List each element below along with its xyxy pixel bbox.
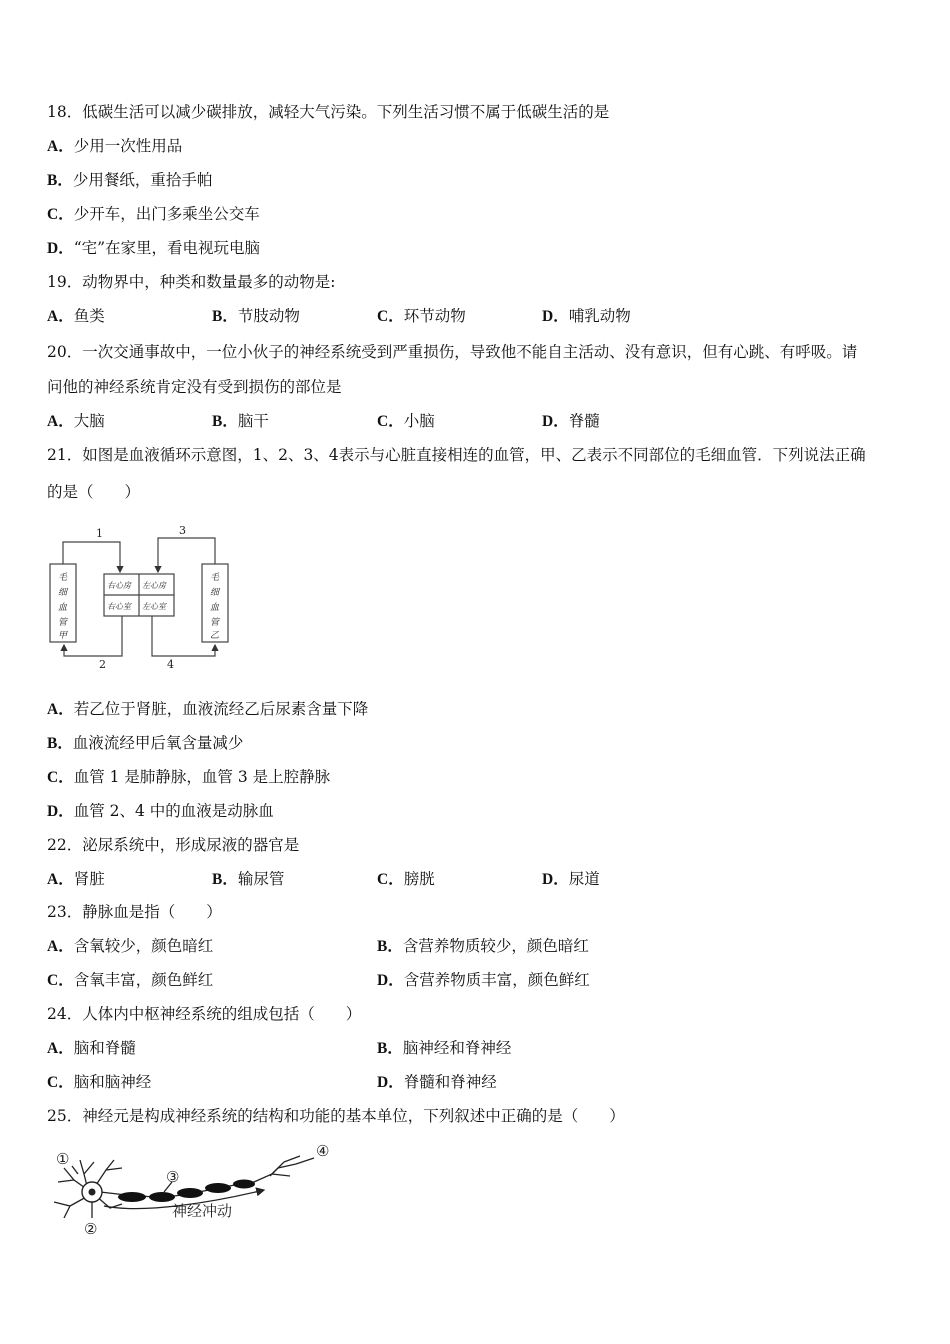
q21-stem-line2: 的是（ ） [47,483,141,501]
q20-option-b: B．脑干 [212,412,269,430]
q21-stem-line1: 21．如图是血液循环示意图，1、2、3、4表示与心脏直接相连的血管，甲、乙表示不同部位的毛细血管．下列说法正确 [47,446,866,464]
neuron-marker-4: ④ [316,1142,330,1160]
q18-option-b: B．少用餐纸，重拾手帕 [47,171,213,189]
vessel-label-1: 1 [96,527,103,540]
q20-option-a: A．大脑 [47,412,105,430]
neuron-marker-1: ① [56,1150,70,1168]
heart-left-atrium: 左心房 [142,581,166,590]
q23-option-c: C．含氧丰富，颜色鲜红 [47,971,214,989]
vessel-label-2: 2 [99,658,106,670]
q25-stem: 25．神经元是构成神经系统的结构和功能的基本单位，下列叙述中正确的是（ ） [47,1107,625,1125]
q24-option-b: B．脑神经和脊神经 [377,1039,512,1057]
vessel-label-3: 3 [179,524,186,537]
right-capillary-char: 乙 [210,631,220,641]
q20-stem-line1: 20．一次交通事故中，一位小伙子的神经系统受到严重损伤，导致他不能自主活动、没有意识，但有心跳、有呼吸。请 [47,343,858,361]
neuron-marker-3: ③ [166,1168,180,1186]
right-capillary-char: 管 [210,618,220,628]
left-capillary-char: 毛 [58,573,68,583]
heart-right-atrium: 右心房 [107,581,131,590]
q23-stem: 23．静脉血是指（ ） [47,903,222,921]
neuron-marker-2: ② [84,1220,98,1236]
q20-option-d: D．脊髓 [542,412,600,430]
q24-option-c: C．脑和脑神经 [47,1073,152,1091]
q19-option-d: D．哺乳动物 [542,307,631,325]
left-capillary-char: 管 [58,618,68,628]
q19-stem: 19．动物界中，种类和数量最多的动物是: [47,273,336,291]
right-capillary-char: 血 [210,603,220,613]
q24-stem: 24．人体内中枢神经系统的组成包括（ ） [47,1005,362,1023]
q18-option-c: C．少开车，出门多乘坐公交车 [47,205,260,223]
q22-option-d: D．尿道 [542,870,600,888]
q20-option-c: C．小脑 [377,412,435,430]
right-capillary-char: 毛 [210,573,220,583]
vessel-label-4: 4 [167,658,174,670]
q21-option-d: D．血管 2、4 中的血液是动脉血 [47,802,274,820]
blood-circulation-diagram [44,524,240,670]
left-capillary-char: 血 [58,603,68,613]
heart-left-ventricle: 左心室 [142,602,166,611]
q24-option-d: D．脊髓和脊神经 [377,1073,497,1091]
q21-option-b: B．血液流经甲后氧含量减少 [47,734,244,752]
left-capillary-char: 细 [58,588,68,598]
neuron-diagram [44,1140,344,1236]
q19-option-b: B．节肢动物 [212,307,300,325]
q19-option-c: C．环节动物 [377,307,466,325]
left-capillary-char: 甲 [58,631,68,641]
q23-option-d: D．含营养物质丰富，颜色鲜红 [377,971,590,989]
q22-option-a: A．肾脏 [47,870,105,888]
q18-option-a: A．少用一次性用品 [47,137,183,155]
heart-right-ventricle: 右心室 [107,602,131,611]
right-capillary-char: 细 [210,588,220,598]
q18-option-d: D．“宅”在家里，看电视玩电脑 [47,239,261,257]
q20-stem-line2: 问他的神经系统肯定没有受到损伤的部位是 [47,378,342,396]
q21-option-a: A．若乙位于肾脏，血液流经乙后尿素含量下降 [47,700,369,718]
neuron-caption: 神经冲动 [172,1202,233,1220]
q24-option-a: A．脑和脊髓 [47,1039,136,1057]
q21-option-c: C．血管 1 是肺静脉，血管 3 是上腔静脉 [47,768,331,786]
q22-option-c: C．膀胱 [377,870,435,888]
q19-option-a: A．鱼类 [47,307,105,325]
q22-option-b: B．输尿管 [212,870,285,888]
q23-option-a: A．含氧较少，颜色暗红 [47,937,214,955]
q22-stem: 22．泌尿系统中，形成尿液的器官是 [47,836,300,854]
q23-option-b: B．含营养物质较少，颜色暗红 [377,937,589,955]
q18-stem: 18．低碳生活可以减少碳排放，减轻大气污染。下列生活习惯不属于低碳生活的是 [47,103,610,121]
